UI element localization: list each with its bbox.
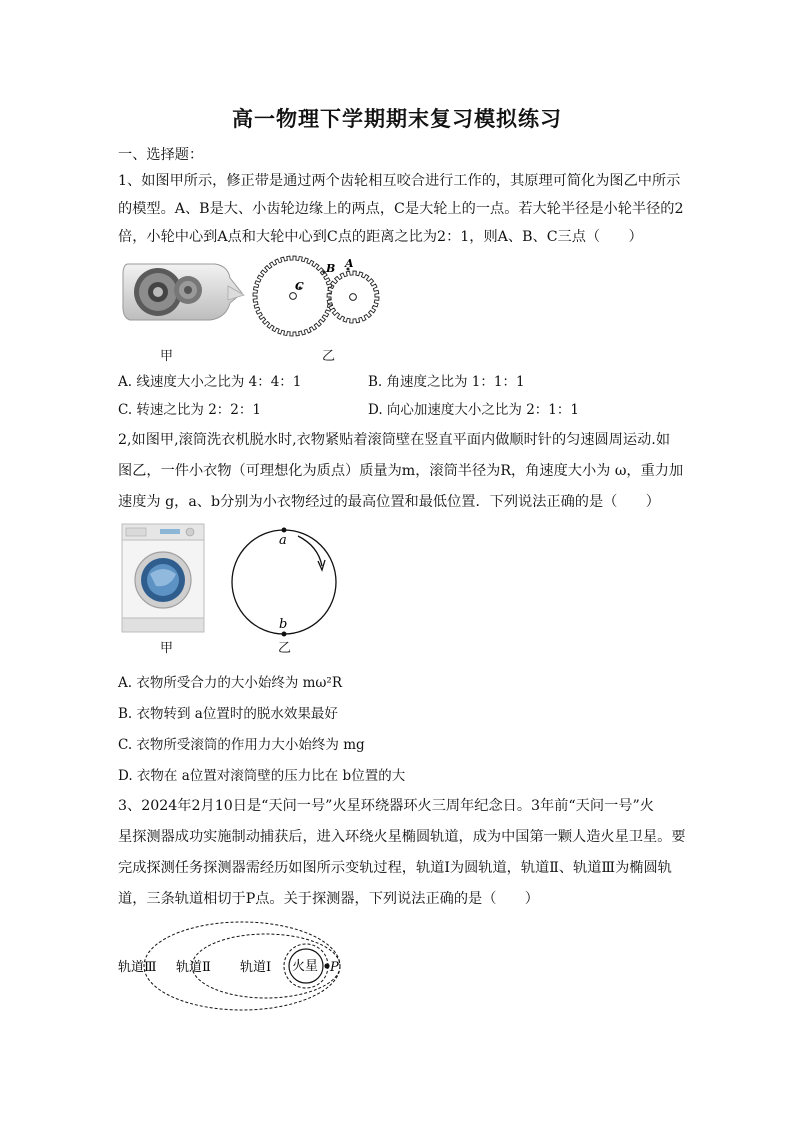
q1-option-b: B. 角速度之比为 1：1：1	[368, 374, 525, 390]
washing-machine-image	[120, 522, 206, 634]
q1-option-d: D. 向心加速度大小之比为 2：1：1	[368, 402, 579, 418]
point-b-label: b	[279, 617, 288, 632]
q3-text-line-2: 星探测器成功实施制动捕获后，进入环绕火星椭圆轨道，成为中国第一颗人造火星卫星。要	[118, 829, 686, 845]
fig1-jia-caption: 甲	[160, 349, 174, 364]
q2-text-line-1: 2,如图甲,滚筒洗衣机脱水时,衣物紧贴着滚筒壁在竖直平面内做顺时针的匀速圆周运动.如	[118, 432, 671, 448]
q2-text-line-2: 图乙，一件小衣物（可理想化为质点）质量为m，滚筒半径为R，角速度大小为 ω，重力加	[118, 463, 684, 479]
q1-text-line-1: 1、如图甲所示，修正带是通过两个齿轮相互咬合进行工作的，其原理可简化为图乙中所示	[118, 173, 681, 189]
q1-text-line-3: 倍，小轮中心到A点和大轮中心到C点的距离之比为2：1，则A、B、C三点（ ）	[118, 229, 643, 245]
q3-text-line-3: 完成探测任务探测器需经历如图所示变轨过程，轨道Ⅰ为圆轨道，轨道Ⅱ、轨道Ⅲ为椭圆轨	[118, 860, 672, 876]
gear-diagram	[250, 255, 385, 340]
orbit-1-label: 轨道Ⅰ	[240, 960, 272, 975]
point-p-label: P	[330, 960, 339, 975]
fig2-yi-caption: 乙	[278, 641, 292, 656]
point-b-label: B	[326, 262, 336, 275]
mars-label: 火星	[292, 959, 319, 974]
q1-text-line-2: 的模型。A、B是大、小齿轮边缘上的两点，C是大轮上的一点。若大轮半径是小轮半径的2	[118, 201, 684, 217]
point-a-label: a	[279, 533, 287, 548]
q2-option-a: A. 衣物所受合力的大小始终为 mω²R	[118, 675, 343, 691]
q3-text-line-4: 道，三条轨道相切于P点。关于探测器，下列说法正确的是（ ）	[118, 891, 539, 907]
orbit-3-label: 轨道Ⅲ	[118, 960, 157, 975]
q1-option-a: A. 线速度大小之比为 4：4：1	[118, 374, 302, 390]
fig2-jia-caption: 甲	[160, 641, 174, 656]
orbit-2-label: 轨道Ⅱ	[176, 960, 211, 975]
q1-option-c: C. 转速之比为 2：2：1	[118, 402, 261, 418]
correction-tape-image	[120, 258, 245, 326]
rotation-circle-diagram	[228, 524, 340, 640]
fig1-yi-caption: 乙	[322, 349, 336, 364]
q3-text-line-1: 3、2024年2月10日是“天问一号”火星环绕器环火三周年纪念日。3年前“天问一号”火	[118, 798, 654, 814]
section-heading: 一、选择题：	[118, 147, 204, 163]
q2-option-c: C. 衣物所受滚筒的作用力大小始终为 mg	[118, 737, 365, 753]
q2-option-d: D. 衣物在 a位置对滚筒壁的压力比在 b位置的大	[118, 768, 406, 784]
q2-text-line-3: 速度为 g，a、b分别为小衣物经过的最高位置和最低位置．下列说法正确的是（ ）	[118, 494, 660, 510]
orbit-diagram	[118, 918, 358, 1018]
point-c-label: C	[295, 280, 304, 293]
point-a-label: A	[345, 257, 354, 270]
q2-option-b: B. 衣物转到 a位置时的脱水效果最好	[118, 706, 338, 722]
page-title: 高一物理下学期期末复习模拟练习	[232, 106, 562, 131]
